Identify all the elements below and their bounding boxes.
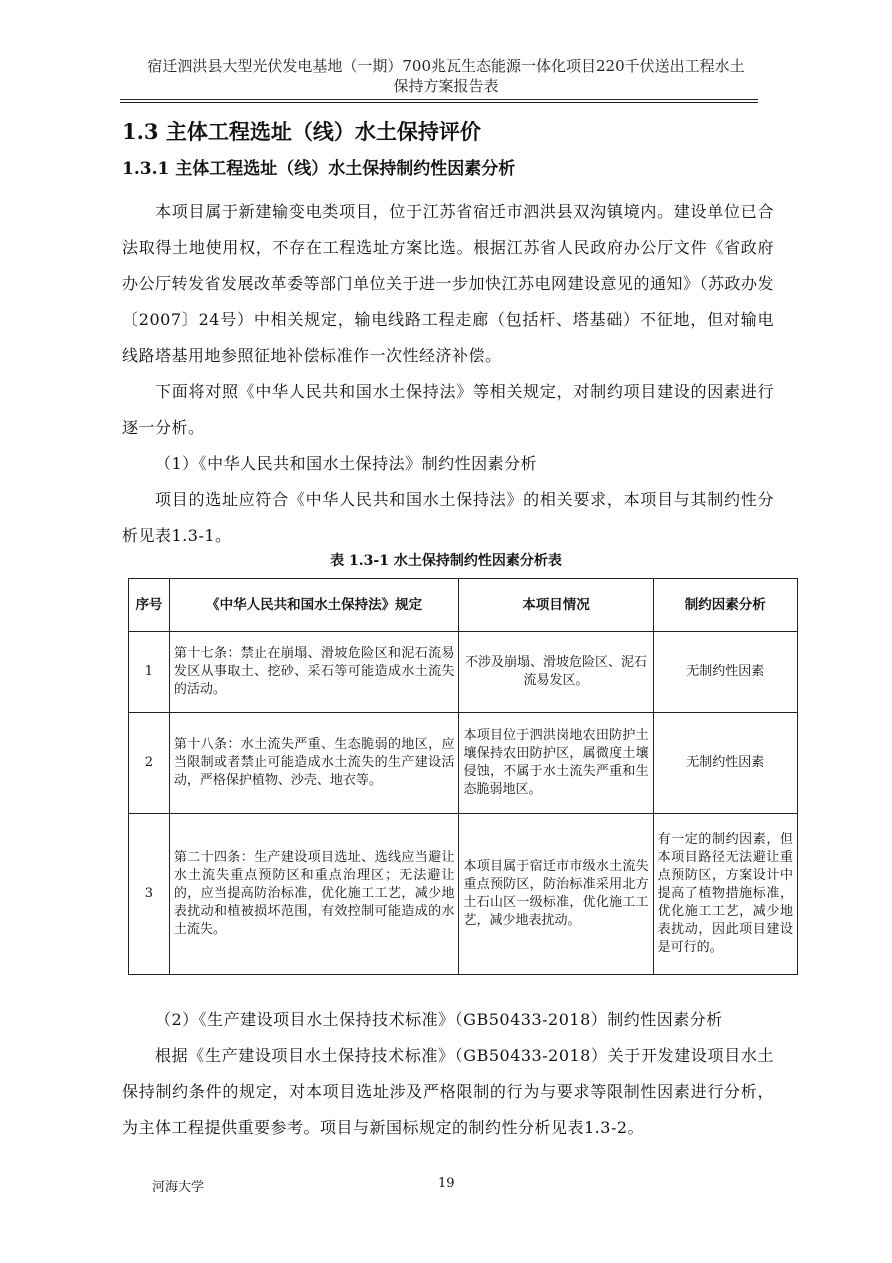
row-project: 不涉及崩塌、滑坡危险区、泥石流易发区。	[459, 632, 653, 713]
header-law: 《中华人民共和国水土保持法》规定	[169, 579, 459, 632]
page-header	[120, 56, 772, 96]
section-title: 1.3 主体工程选址（线）水土保持评价	[122, 119, 481, 144]
paragraph-analysis-lead: 下面将对照《中华人民共和国水土保持法》等相关规定，对制约项目建设的因素进行逐一分析。	[122, 382, 774, 437]
table-caption: 表 1.3-1 水土保持制约性因素分析表	[330, 553, 562, 569]
header-line-1: 宿迁泗洪县大型光伏发电基地（一期）700兆瓦生态能源一体化项目220千伏送出工程水土	[147, 57, 745, 75]
paragraph-item-2-heading: （2）《生产建设项目水土保持技术标准》（GB50433-2018）制约性因素分析	[155, 1010, 723, 1029]
row-analysis: 无制约性因素	[653, 632, 797, 713]
footer-organization: 河海大学	[152, 1180, 205, 1195]
paragraph-item-2-body: 根据《生产建设项目水土保持技术标准》（GB50433-2018）关于开发建设项目水土保持制约条件的规定，对本项目选址涉及严格限制的行为与要求等限制性因素进行分析，为主体工程提供重要参考。项目与新国标规定的制约性分析见表1.3-2。	[122, 1046, 774, 1137]
paragraph-intro: 本项目属于新建输变电类项目，位于江苏省宿迁市泗洪县双沟镇境内。建设单位已合法取得土地使用权，不存在工程选址方案比选。根据江苏省人民政府办公厅文件《省政府办公厅转发省发展改革委等部门单位关于进一步加快江苏电网建设意见的通知》（苏政办发〔2007〕24号）中相关规定，输电线路工程走廊（包括杆、塔基础）不征地，但对输电线路塔基用地参照征地补偿标准作一次性经济补偿。	[122, 202, 775, 365]
header-rule-thin	[120, 102, 758, 103]
constraint-analysis-table	[128, 578, 798, 975]
table-row	[129, 814, 798, 975]
header-line-2: 保持方案报告表	[393, 77, 499, 95]
header-rule	[120, 99, 758, 100]
row-law: 第二十四条：生产建设项目选址、选线应当避让水土流失重点预防区和重点治理区；无法避让的，应当提高防治标准，优化施工工艺，减少地表扰动和植被损坏范围，有效控制可能造成的水土流失。	[169, 814, 459, 975]
header-analysis: 制约因素分析	[653, 579, 797, 632]
row-no: 2	[129, 713, 170, 814]
table-header-row	[129, 579, 798, 632]
paragraph-item-1-body: 项目的选址应符合《中华人民共和国水土保持法》的相关要求，本项目与其制约性分析见表1.3-1。	[122, 490, 774, 545]
header-no: 序号	[129, 579, 170, 632]
row-project: 本项目属于宿迁市市级水土流失重点预防区，防治标准采用北方土石山区一级标准，优化施工工艺，减少地表扰动。	[459, 814, 653, 975]
table-row	[129, 632, 798, 713]
table-row	[129, 713, 798, 814]
subsection-title: 1.3.1 主体工程选址（线）水土保持制约性因素分析	[122, 159, 516, 179]
row-no: 3	[129, 814, 170, 975]
row-law: 第十七条：禁止在崩塌、滑坡危险区和泥石流易发区从事取土、挖砂、采石等可能造成水土流失的活动。	[169, 632, 459, 713]
row-law: 第十八条：水土流失严重、生态脆弱的地区，应当限制或者禁止可能造成水土流失的生产建设活动，严格保护植物、沙壳、地衣等。	[169, 713, 459, 814]
row-no: 1	[129, 632, 170, 713]
header-project: 本项目情况	[459, 579, 653, 632]
row-analysis: 有一定的制约因素，但本项目路径无法避让重点预防区，方案设计中提高了植物措施标准，优化施工工艺，减少地表扰动，因此项目建设是可行的。	[653, 814, 797, 975]
page-number: 19	[438, 1176, 455, 1191]
row-project: 本项目位于泗洪岗地农田防护土壤保持农田防护区，属微度土壤侵蚀，不属于水土流失严重和生态脆弱地区。	[459, 713, 653, 814]
row-analysis: 无制约性因素	[653, 713, 797, 814]
paragraph-item-1-heading: （1）《中华人民共和国水土保持法》制约性因素分析	[155, 454, 538, 473]
